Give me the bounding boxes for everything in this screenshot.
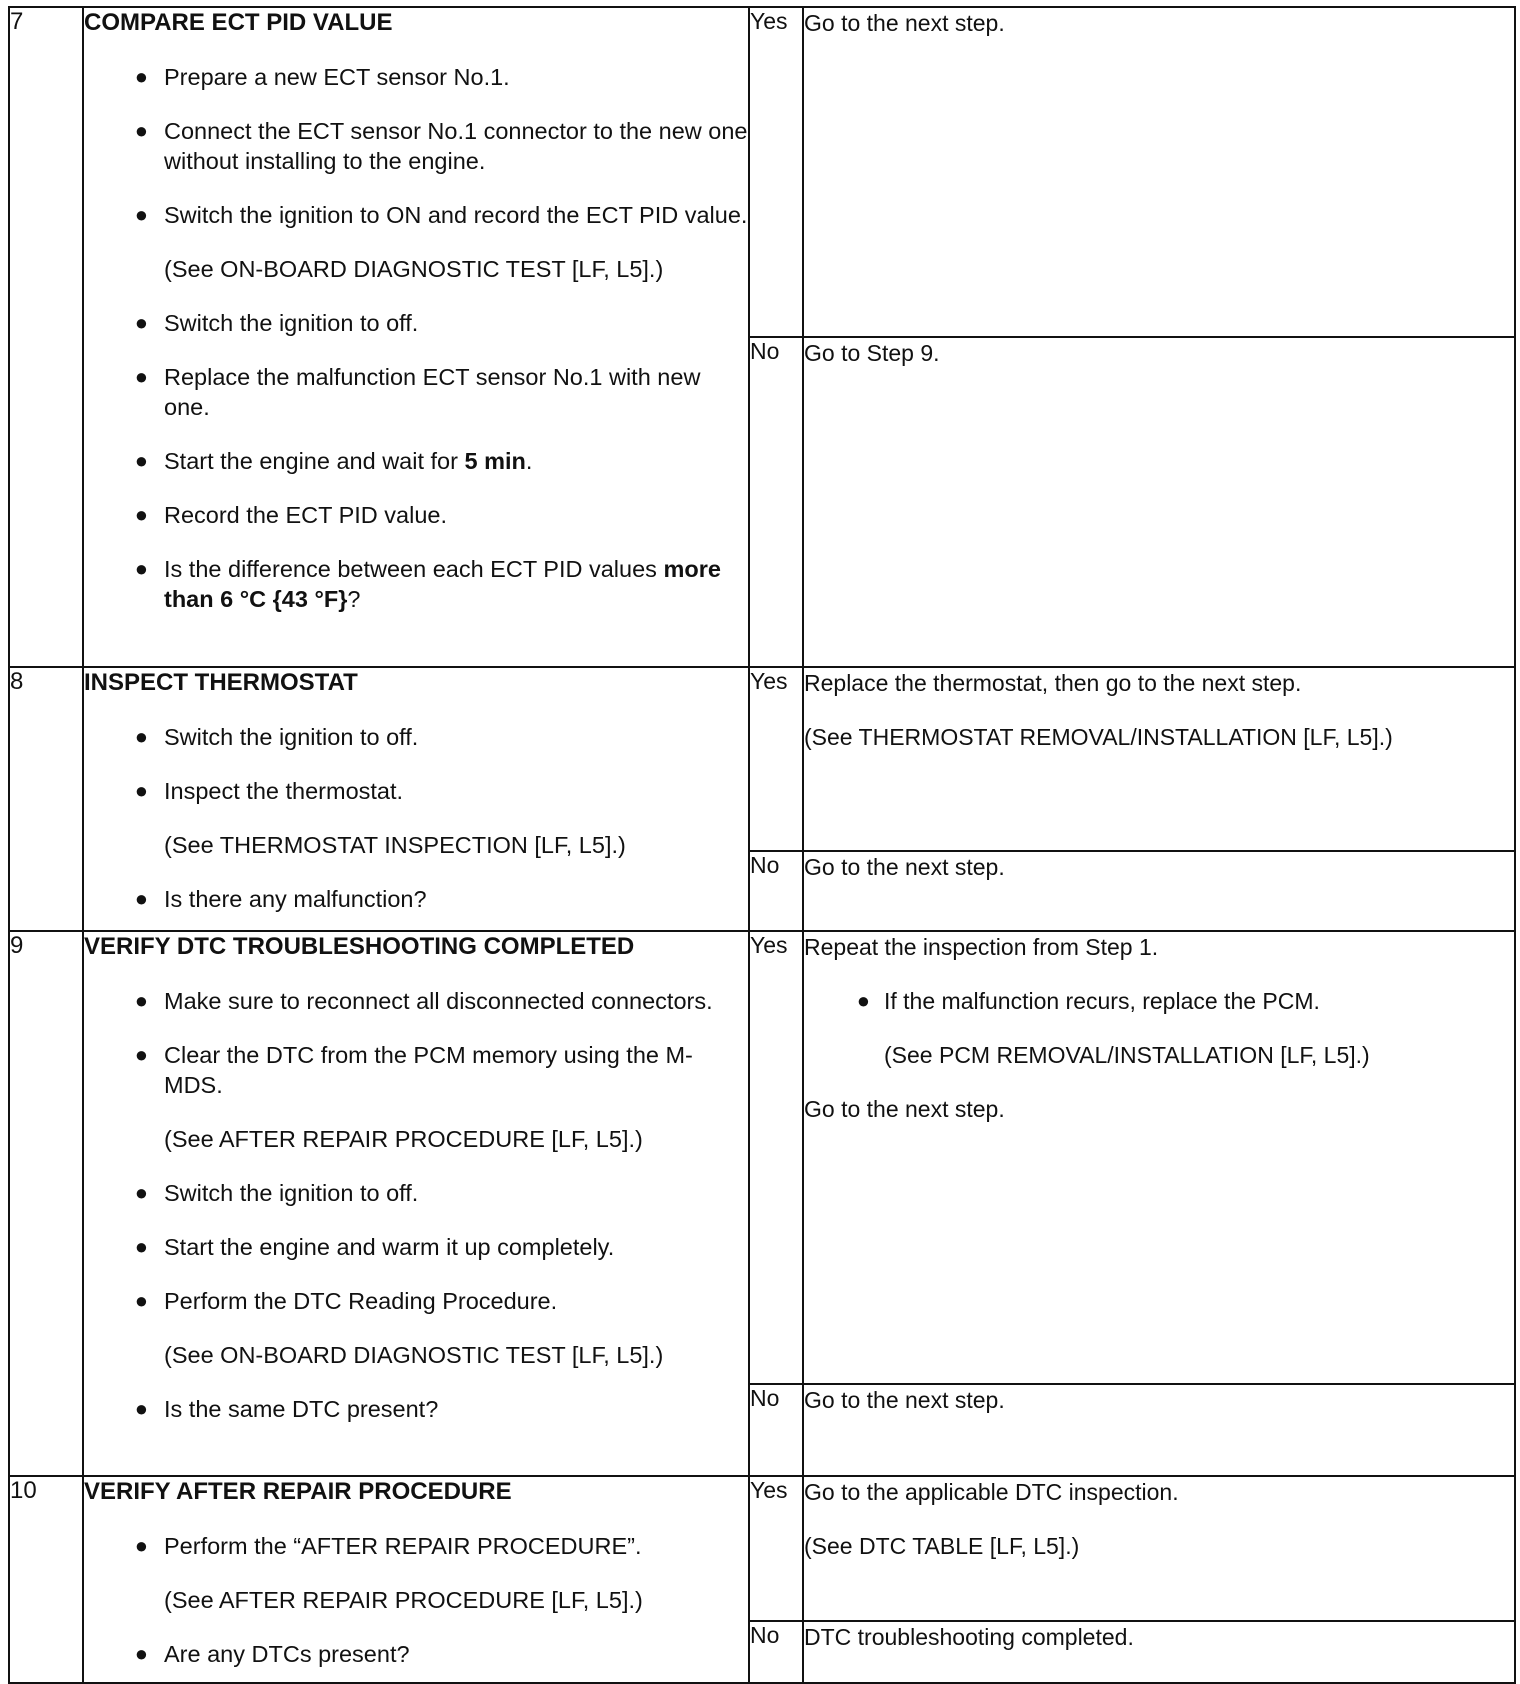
- list-item: ● Is there any malfunction?: [84, 884, 748, 914]
- answer-no: No: [749, 1384, 803, 1476]
- bullet-icon: ●: [134, 1641, 148, 1666]
- bullet-icon: ●: [134, 1533, 148, 1558]
- bullet-icon: ●: [134, 448, 148, 473]
- bullet-icon: ●: [134, 64, 148, 89]
- list-item: ● Is the difference between each ECT PID values more than 6 °C {43 °F}?: [84, 554, 748, 614]
- bullet-icon: ●: [134, 556, 148, 581]
- bullet-icon: ●: [134, 886, 148, 911]
- list-item: ● Replace the malfunction ECT sensor No.1 with new one.: [84, 362, 748, 422]
- result-no: Go to the next step.: [803, 1384, 1515, 1476]
- list-item: ● Is the same DTC present?: [84, 1394, 748, 1424]
- result-yes: Go to the next step.: [803, 7, 1515, 337]
- list-item: ● Perform the DTC Reading Procedure.: [84, 1286, 748, 1316]
- bullet-icon: ●: [134, 724, 148, 749]
- list-item: ● Connect the ECT sensor No.1 connector to the new one without installing to the engine.: [84, 116, 748, 176]
- step-row-yes: [9, 7, 1515, 337]
- result-yes: Go to the applicable DTC inspection. (See DTC TABLE [LF, L5].): [803, 1476, 1515, 1621]
- list-item: ● Inspect the thermostat.: [84, 776, 748, 806]
- list-item: ● Clear the DTC from the PCM memory using the M-MDS.: [84, 1040, 748, 1100]
- step-number: 8: [9, 667, 83, 931]
- answer-no: No: [749, 851, 803, 931]
- list-item: ● Switch the ignition to off.: [84, 308, 748, 338]
- reference-text: (See ON-BOARD DIAGNOSTIC TEST [LF, L5].): [164, 256, 664, 282]
- step-row-yes: [9, 667, 1515, 851]
- answer-yes: Yes: [749, 7, 803, 337]
- result-yes: Replace the thermostat, then go to the next step. (See THERMOSTAT REMOVAL/INSTALLATION [LF, L5].): [803, 667, 1515, 851]
- step-action: [83, 931, 749, 1476]
- reference-text: (See AFTER REPAIR PROCEDURE [LF, L5].): [164, 1587, 643, 1613]
- list-item: ● Make sure to reconnect all disconnected connectors.: [84, 986, 748, 1016]
- reference-text: (See AFTER REPAIR PROCEDURE [LF, L5].): [164, 1126, 643, 1152]
- list-item: ● Switch the ignition to off.: [84, 1178, 748, 1208]
- list-item: ● Switch the ignition to off.: [84, 722, 748, 752]
- result-no: Go to Step 9.: [803, 337, 1515, 667]
- reference-text: (See ON-BOARD DIAGNOSTIC TEST [LF, L5].): [164, 1342, 664, 1368]
- bullet-icon: ●: [134, 988, 148, 1013]
- step-row-yes: [9, 931, 1515, 1384]
- answer-yes: Yes: [749, 931, 803, 1384]
- step-title: VERIFY AFTER REPAIR PROCEDURE: [84, 1478, 512, 1505]
- bullet-icon: ●: [134, 502, 148, 527]
- bullet-icon: ●: [134, 1042, 148, 1067]
- step-action: [83, 7, 749, 667]
- step-action: [83, 667, 749, 931]
- step-title: VERIFY DTC TROUBLESHOOTING COMPLETED: [84, 933, 635, 960]
- step-title: COMPARE ECT PID VALUE: [84, 9, 393, 36]
- answer-yes: Yes: [749, 1476, 803, 1621]
- diagnostic-table-sheet: [8, 6, 1514, 1670]
- bullet-icon: ●: [134, 1180, 148, 1205]
- step-number: 7: [9, 7, 83, 667]
- list-item: ● Perform the “AFTER REPAIR PROCEDURE”.: [84, 1531, 748, 1561]
- list-item: ● Prepare a new ECT sensor No.1.: [84, 62, 748, 92]
- list-item: ● Record the ECT PID value.: [84, 500, 748, 530]
- answer-yes: Yes: [749, 667, 803, 851]
- reference-text: (See PCM REMOVAL/INSTALLATION [LF, L5].): [884, 1042, 1370, 1068]
- reference-text: (See THERMOSTAT INSPECTION [LF, L5].): [164, 832, 626, 858]
- bullet-icon: ●: [134, 1234, 148, 1259]
- diagnostic-table: [8, 6, 1516, 1684]
- bullet-icon: ●: [134, 364, 148, 389]
- answer-no: No: [749, 337, 803, 667]
- bullet-icon: ●: [134, 118, 148, 143]
- step-number: 9: [9, 931, 83, 1476]
- list-item: ● Switch the ignition to ON and record the ECT PID value.: [84, 200, 748, 230]
- step-number: 10: [9, 1476, 83, 1683]
- list-item: ● Start the engine and wait for 5 min.: [84, 446, 748, 476]
- bullet-icon: ●: [134, 1288, 148, 1313]
- bullet-icon: ●: [134, 310, 148, 335]
- list-item: ● Are any DTCs present?: [84, 1639, 748, 1669]
- list-item: ● If the malfunction recurs, replace the PCM.: [804, 986, 1514, 1016]
- result-no: Go to the next step.: [803, 851, 1515, 931]
- bullet-icon: ●: [134, 1396, 148, 1421]
- result-yes: Repeat the inspection from Step 1. ● If the malfunction recurs, replace the PCM. (See PCM REMOVAL/INSTALLATION [LF, L5].) Go to the next step.: [803, 931, 1515, 1384]
- answer-no: No: [749, 1621, 803, 1683]
- bullet-icon: ●: [856, 988, 870, 1013]
- step-title: INSPECT THERMOSTAT: [84, 669, 358, 696]
- list-item: ● Start the engine and warm it up completely.: [84, 1232, 748, 1262]
- bullet-icon: ●: [134, 778, 148, 803]
- bullet-icon: ●: [134, 202, 148, 227]
- step-action: [83, 1476, 749, 1683]
- step-row-yes: [9, 1476, 1515, 1621]
- result-no: DTC troubleshooting completed.: [803, 1621, 1515, 1683]
